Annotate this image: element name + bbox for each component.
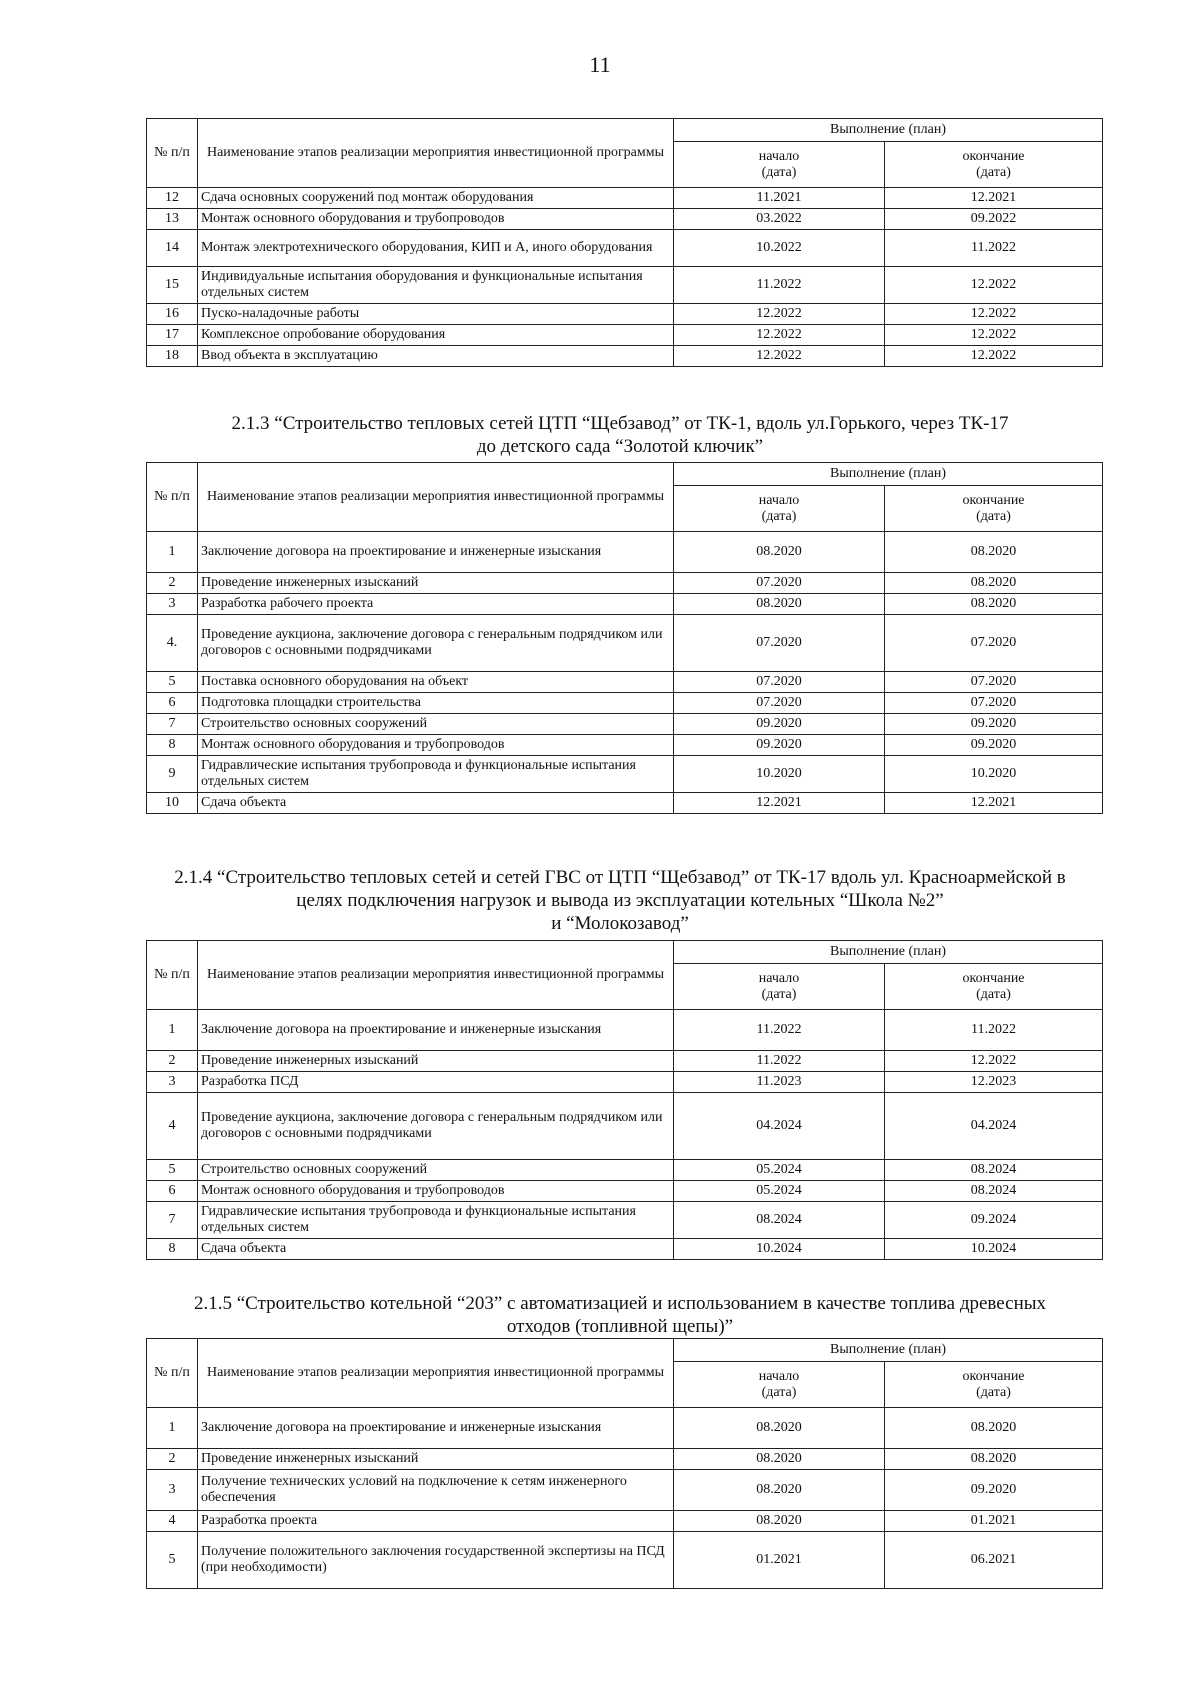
row-number: 6: [147, 693, 198, 714]
table-row: [147, 1408, 1103, 1449]
table-row: [147, 1160, 1103, 1181]
section-title-2-1-4: [140, 866, 1100, 935]
header-end: окончание (дата): [885, 964, 1103, 1010]
section-title-2-1-3: [140, 412, 1100, 458]
header-num: № п/п: [147, 463, 198, 532]
stage-name: Монтаж основного оборудования и трубопроводов: [198, 209, 674, 230]
header-start: начало (дата): [674, 964, 885, 1010]
start-date: 07.2020: [674, 573, 885, 594]
row-number: 8: [147, 735, 198, 756]
stage-name: Заключение договора на проектирование и инженерные изыскания: [198, 532, 674, 573]
row-number: 1: [147, 532, 198, 573]
row-number: 2: [147, 1051, 198, 1072]
row-number: 12: [147, 188, 198, 209]
table-row: [147, 1511, 1103, 1532]
row-number: 2: [147, 573, 198, 594]
table-row: [147, 756, 1103, 793]
stage-name: Монтаж электротехнического оборудования, КИП и А, иного оборудования: [198, 230, 674, 267]
end-date: 07.2020: [885, 693, 1103, 714]
section-title-line: 2.1.3 “Строительство тепловых сетей ЦТП “Щебзавод” от ТК-1, вдоль ул.Горького, через ТК-17: [231, 413, 1009, 434]
header-end: окончание (дата): [885, 142, 1103, 188]
header-num: № п/п: [147, 119, 198, 188]
row-number: 13: [147, 209, 198, 230]
end-date: 10.2024: [885, 1239, 1103, 1260]
stage-name: Гидравлические испытания трубопровода и функциональные испытания отдельных систем: [198, 1202, 674, 1239]
start-date: 08.2020: [674, 532, 885, 573]
end-date: 08.2020: [885, 532, 1103, 573]
end-date: 12.2022: [885, 267, 1103, 304]
header-start: начало (дата): [674, 486, 885, 532]
table-row: [147, 1239, 1103, 1260]
start-date: 04.2024: [674, 1093, 885, 1160]
section-title-line: отходов (топливной щепы)”: [506, 1316, 734, 1337]
schedule-table-2-1-3: [146, 462, 1103, 814]
start-date: 03.2022: [674, 209, 885, 230]
stage-name: Заключение договора на проектирование и инженерные изыскания: [198, 1408, 674, 1449]
start-date: 01.2021: [674, 1532, 885, 1589]
end-date: 08.2020: [885, 1408, 1103, 1449]
section-title-line: 2.1.5 “Строительство котельной “203” с автоматизацией и использованием в качестве топлива древесных: [193, 1293, 1047, 1314]
stage-name: Строительство основных сооружений: [198, 714, 674, 735]
start-date: 08.2024: [674, 1202, 885, 1239]
start-date: 10.2022: [674, 230, 885, 267]
stage-name: Индивидуальные испытания оборудования и функциональные испытания отдельных систем: [198, 267, 674, 304]
table-row: [147, 209, 1103, 230]
stage-name: Сдача объекта: [198, 793, 674, 814]
header-plan: Выполнение (план): [674, 119, 1103, 142]
start-date: 07.2020: [674, 672, 885, 693]
stage-name: Проведение аукциона, заключение договора с генеральным подрядчиком или договоров с основными подрядчиками: [198, 615, 674, 672]
row-number: 16: [147, 304, 198, 325]
table-row: [147, 1093, 1103, 1160]
row-number: 1: [147, 1010, 198, 1051]
row-number: 6: [147, 1181, 198, 1202]
stage-name: Проведение аукциона, заключение договора с генеральным подрядчиком или договоров с основными подрядчиками: [198, 1093, 674, 1160]
end-date: 12.2022: [885, 1051, 1103, 1072]
start-date: 10.2020: [674, 756, 885, 793]
section-title-line: до детского сада “Золотой ключик”: [476, 436, 764, 457]
end-date: 12.2023: [885, 1072, 1103, 1093]
end-date: 06.2021: [885, 1532, 1103, 1589]
table-row: [147, 735, 1103, 756]
start-date: 12.2022: [674, 325, 885, 346]
stage-name: Строительство основных сооружений: [198, 1160, 674, 1181]
table-row: [147, 714, 1103, 735]
table-row: [147, 188, 1103, 209]
end-date: 12.2022: [885, 325, 1103, 346]
header-start: начало (дата): [674, 142, 885, 188]
header-stage-name: Наименование этапов реализации мероприятия инвестиционной программы: [198, 1339, 674, 1408]
table-row: [147, 532, 1103, 573]
end-date: 12.2022: [885, 346, 1103, 367]
section-title-line: и “Молокозавод”: [551, 913, 689, 934]
table-row: [147, 1010, 1103, 1051]
table-row: [147, 1051, 1103, 1072]
end-date: 07.2020: [885, 615, 1103, 672]
end-date: 12.2021: [885, 188, 1103, 209]
header-stage-name: Наименование этапов реализации мероприятия инвестиционной программы: [198, 119, 674, 188]
row-number: 10: [147, 793, 198, 814]
row-number: 3: [147, 1072, 198, 1093]
row-number: 3: [147, 1470, 198, 1511]
stage-name: Разработка рабочего проекта: [198, 594, 674, 615]
table-row: [147, 1470, 1103, 1511]
stage-name: Заключение договора на проектирование и инженерные изыскания: [198, 1010, 674, 1051]
stage-name: Поставка основного оборудования на объект: [198, 672, 674, 693]
table-row: [147, 1449, 1103, 1470]
start-date: 11.2022: [674, 267, 885, 304]
section-title-line: 2.1.4 “Строительство тепловых сетей и сетей ГВС от ЦТП “Щебзавод” от ТК-17 вдоль ул. Красноармейской в: [174, 867, 1066, 888]
start-date: 07.2020: [674, 693, 885, 714]
table-row: [147, 230, 1103, 267]
start-date: 08.2020: [674, 1470, 885, 1511]
start-date: 12.2021: [674, 793, 885, 814]
stage-name: Монтаж основного оборудования и трубопроводов: [198, 1181, 674, 1202]
table-row: [147, 793, 1103, 814]
header-num: № п/п: [147, 1339, 198, 1408]
start-date: 11.2022: [674, 1010, 885, 1051]
start-date: 08.2020: [674, 1511, 885, 1532]
row-number: 1: [147, 1408, 198, 1449]
row-number: 18: [147, 346, 198, 367]
end-date: 08.2020: [885, 1449, 1103, 1470]
end-date: 10.2020: [885, 756, 1103, 793]
start-date: 11.2021: [674, 188, 885, 209]
section-title-2-1-5: [140, 1292, 1100, 1338]
header-start: начало (дата): [674, 1362, 885, 1408]
stage-name: Проведение инженерных изысканий: [198, 1449, 674, 1470]
start-date: 12.2022: [674, 304, 885, 325]
end-date: 07.2020: [885, 672, 1103, 693]
row-number: 15: [147, 267, 198, 304]
stage-name: Сдача основных сооружений под монтаж оборудования: [198, 188, 674, 209]
start-date: 05.2024: [674, 1181, 885, 1202]
start-date: 10.2024: [674, 1239, 885, 1260]
row-number: 4: [147, 1511, 198, 1532]
end-date: 09.2020: [885, 1470, 1103, 1511]
end-date: 09.2020: [885, 714, 1103, 735]
start-date: 11.2022: [674, 1051, 885, 1072]
row-number: 5: [147, 672, 198, 693]
row-number: 5: [147, 1160, 198, 1181]
table-row: [147, 615, 1103, 672]
table-row: [147, 325, 1103, 346]
page-number: 11: [589, 52, 611, 77]
table-row: [147, 346, 1103, 367]
end-date: 08.2020: [885, 573, 1103, 594]
end-date: 08.2024: [885, 1160, 1103, 1181]
stage-name: Монтаж основного оборудования и трубопроводов: [198, 735, 674, 756]
start-date: 08.2020: [674, 1449, 885, 1470]
end-date: 12.2021: [885, 793, 1103, 814]
section-title-line: целях подключения нагрузок и вывода из эксплуатации котельных “Школа №2”: [296, 890, 944, 911]
row-number: 14: [147, 230, 198, 267]
stage-name: Гидравлические испытания трубопровода и функциональные испытания отдельных систем: [198, 756, 674, 793]
start-date: 08.2020: [674, 594, 885, 615]
end-date: 04.2024: [885, 1093, 1103, 1160]
end-date: 11.2022: [885, 1010, 1103, 1051]
schedule-table-2-1-5: [146, 1338, 1103, 1589]
row-number: 7: [147, 714, 198, 735]
start-date: 09.2020: [674, 735, 885, 756]
row-number: 17: [147, 325, 198, 346]
header-num: № п/п: [147, 941, 198, 1010]
stage-name: Получение технических условий на подключение к сетям инженерного обеспечения: [198, 1470, 674, 1511]
end-date: 09.2020: [885, 735, 1103, 756]
stage-name: Пуско-наладочные работы: [198, 304, 674, 325]
schedule-table-2-1-4: [146, 940, 1103, 1260]
row-number: 8: [147, 1239, 198, 1260]
stage-name: Разработка ПСД: [198, 1072, 674, 1093]
start-date: 09.2020: [674, 714, 885, 735]
header-end: окончание (дата): [885, 1362, 1103, 1408]
table-row: [147, 267, 1103, 304]
end-date: 12.2022: [885, 304, 1103, 325]
table-row: [147, 1202, 1103, 1239]
row-number: 3: [147, 594, 198, 615]
end-date: 09.2022: [885, 209, 1103, 230]
end-date: 08.2020: [885, 594, 1103, 615]
row-number: 5: [147, 1532, 198, 1589]
table-row: [147, 693, 1103, 714]
stage-name: Проведение инженерных изысканий: [198, 573, 674, 594]
stage-name: Сдача объекта: [198, 1239, 674, 1260]
row-number: 9: [147, 756, 198, 793]
header-end: окончание (дата): [885, 486, 1103, 532]
header-plan: Выполнение (план): [674, 941, 1103, 964]
stage-name: Ввод объекта в эксплуатацию: [198, 346, 674, 367]
stage-name: Подготовка площадки строительства: [198, 693, 674, 714]
stage-name: Комплексное опробование оборудования: [198, 325, 674, 346]
header-stage-name: Наименование этапов реализации мероприятия инвестиционной программы: [198, 463, 674, 532]
table-row: [147, 672, 1103, 693]
end-date: 08.2024: [885, 1181, 1103, 1202]
header-plan: Выполнение (план): [674, 463, 1103, 486]
row-number: 4: [147, 1093, 198, 1160]
table-row: [147, 1532, 1103, 1589]
table-row: [147, 1181, 1103, 1202]
header-plan: Выполнение (план): [674, 1339, 1103, 1362]
stage-name: Проведение инженерных изысканий: [198, 1051, 674, 1072]
table-row: [147, 304, 1103, 325]
start-date: 11.2023: [674, 1072, 885, 1093]
start-date: 08.2020: [674, 1408, 885, 1449]
stage-name: Разработка проекта: [198, 1511, 674, 1532]
stage-name: Получение положительного заключения государственной экспертизы на ПСД (при необходимости): [198, 1532, 674, 1589]
table-row: [147, 1072, 1103, 1093]
end-date: 09.2024: [885, 1202, 1103, 1239]
end-date: 01.2021: [885, 1511, 1103, 1532]
row-number: 4.: [147, 615, 198, 672]
table-row: [147, 573, 1103, 594]
header-stage-name: Наименование этапов реализации мероприятия инвестиционной программы: [198, 941, 674, 1010]
schedule-table-continuation: [146, 118, 1103, 367]
start-date: 12.2022: [674, 346, 885, 367]
row-number: 2: [147, 1449, 198, 1470]
start-date: 07.2020: [674, 615, 885, 672]
start-date: 05.2024: [674, 1160, 885, 1181]
end-date: 11.2022: [885, 230, 1103, 267]
row-number: 7: [147, 1202, 198, 1239]
table-row: [147, 594, 1103, 615]
